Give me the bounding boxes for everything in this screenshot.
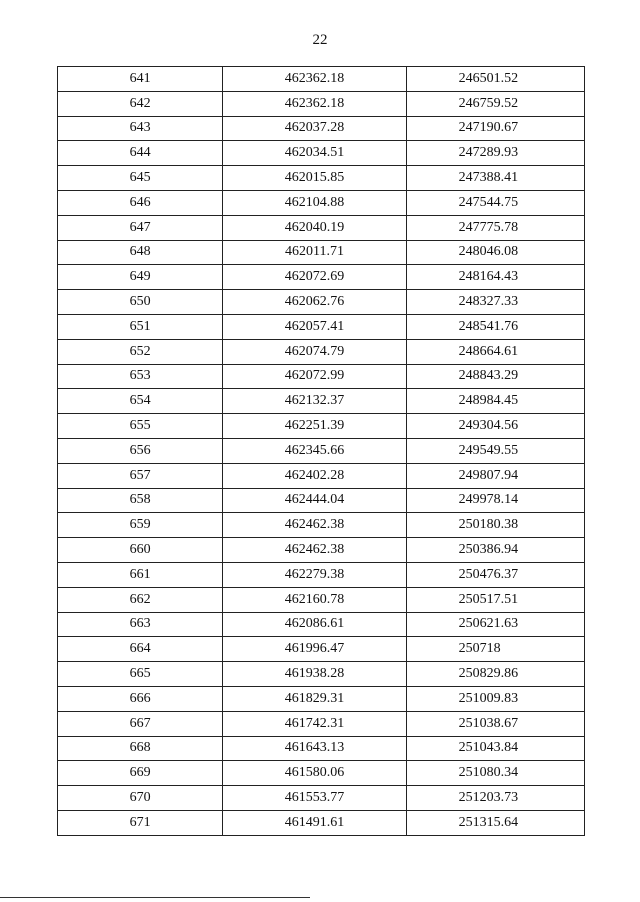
x-coordinate-cell: 462072.99 <box>223 364 406 389</box>
y-coordinate-cell: 246501.52 <box>406 67 584 92</box>
table-row <box>58 686 585 711</box>
point-number-cell: 648 <box>58 240 223 265</box>
y-coordinate-cell: 248327.33 <box>406 290 584 315</box>
table-row <box>58 414 585 439</box>
x-coordinate-cell: 462011.71 <box>223 240 406 265</box>
y-coordinate-cell: 248984.45 <box>406 389 584 414</box>
x-coordinate-cell: 462072.69 <box>223 265 406 290</box>
x-coordinate-cell: 462362.18 <box>223 67 406 92</box>
x-coordinate-cell: 462251.39 <box>223 414 406 439</box>
y-coordinate-cell: 249549.55 <box>406 438 584 463</box>
table-row <box>58 538 585 563</box>
x-coordinate-cell: 462086.61 <box>223 612 406 637</box>
y-coordinate-cell: 248664.61 <box>406 339 584 364</box>
y-coordinate-cell: 248843.29 <box>406 364 584 389</box>
y-coordinate-cell: 246759.52 <box>406 91 584 116</box>
footer-divider <box>0 897 310 898</box>
y-coordinate-cell: 250517.51 <box>406 587 584 612</box>
y-coordinate-cell: 247775.78 <box>406 215 584 240</box>
table-row <box>58 339 585 364</box>
table-row <box>58 463 585 488</box>
table-row <box>58 314 585 339</box>
point-number-cell: 659 <box>58 513 223 538</box>
table-row <box>58 141 585 166</box>
y-coordinate-cell: 250718 <box>406 637 584 662</box>
table-row <box>58 91 585 116</box>
point-number-cell: 654 <box>58 389 223 414</box>
table-row <box>58 761 585 786</box>
x-coordinate-cell: 461580.06 <box>223 761 406 786</box>
y-coordinate-cell: 247289.93 <box>406 141 584 166</box>
point-number-cell: 651 <box>58 314 223 339</box>
x-coordinate-cell: 462132.37 <box>223 389 406 414</box>
y-coordinate-cell: 249304.56 <box>406 414 584 439</box>
y-coordinate-cell: 251043.84 <box>406 736 584 761</box>
table-row <box>58 67 585 92</box>
point-number-cell: 666 <box>58 686 223 711</box>
table-row <box>58 562 585 587</box>
point-number-cell: 668 <box>58 736 223 761</box>
y-coordinate-cell: 251080.34 <box>406 761 584 786</box>
table-row <box>58 116 585 141</box>
point-number-cell: 641 <box>58 67 223 92</box>
x-coordinate-cell: 461829.31 <box>223 686 406 711</box>
x-coordinate-cell: 462057.41 <box>223 314 406 339</box>
point-number-cell: 658 <box>58 488 223 513</box>
y-coordinate-cell: 249978.14 <box>406 488 584 513</box>
x-coordinate-cell: 462462.38 <box>223 513 406 538</box>
coordinate-table <box>57 66 585 836</box>
y-coordinate-cell: 248046.08 <box>406 240 584 265</box>
y-coordinate-cell: 250621.63 <box>406 612 584 637</box>
table-row <box>58 438 585 463</box>
x-coordinate-cell: 462034.51 <box>223 141 406 166</box>
point-number-cell: 652 <box>58 339 223 364</box>
table-row <box>58 612 585 637</box>
coordinate-table-body <box>58 67 585 836</box>
y-coordinate-cell: 247544.75 <box>406 190 584 215</box>
point-number-cell: 664 <box>58 637 223 662</box>
x-coordinate-cell: 462402.28 <box>223 463 406 488</box>
y-coordinate-cell: 251203.73 <box>406 786 584 811</box>
point-number-cell: 642 <box>58 91 223 116</box>
x-coordinate-cell: 461996.47 <box>223 637 406 662</box>
table-row <box>58 810 585 835</box>
x-coordinate-cell: 461491.61 <box>223 810 406 835</box>
table-row <box>58 488 585 513</box>
table-row <box>58 711 585 736</box>
page-number: 22 <box>312 32 328 48</box>
y-coordinate-cell: 251009.83 <box>406 686 584 711</box>
y-coordinate-cell: 250829.86 <box>406 662 584 687</box>
y-coordinate-cell: 247388.41 <box>406 166 584 191</box>
table-row <box>58 215 585 240</box>
y-coordinate-cell: 251315.64 <box>406 810 584 835</box>
table-row <box>58 587 585 612</box>
point-number-cell: 671 <box>58 810 223 835</box>
x-coordinate-cell: 461643.13 <box>223 736 406 761</box>
point-number-cell: 670 <box>58 786 223 811</box>
table-row <box>58 637 585 662</box>
table-row <box>58 513 585 538</box>
x-coordinate-cell: 461742.31 <box>223 711 406 736</box>
point-number-cell: 655 <box>58 414 223 439</box>
point-number-cell: 657 <box>58 463 223 488</box>
point-number-cell: 649 <box>58 265 223 290</box>
x-coordinate-cell: 462040.19 <box>223 215 406 240</box>
x-coordinate-cell: 462345.66 <box>223 438 406 463</box>
table-row <box>58 166 585 191</box>
y-coordinate-cell: 250386.94 <box>406 538 584 563</box>
table-row <box>58 389 585 414</box>
x-coordinate-cell: 461553.77 <box>223 786 406 811</box>
x-coordinate-cell: 462160.78 <box>223 587 406 612</box>
point-number-cell: 665 <box>58 662 223 687</box>
y-coordinate-cell: 248541.76 <box>406 314 584 339</box>
point-number-cell: 661 <box>58 562 223 587</box>
y-coordinate-cell: 249807.94 <box>406 463 584 488</box>
x-coordinate-cell: 461938.28 <box>223 662 406 687</box>
table-row <box>58 290 585 315</box>
point-number-cell: 656 <box>58 438 223 463</box>
point-number-cell: 646 <box>58 190 223 215</box>
point-number-cell: 660 <box>58 538 223 563</box>
point-number-cell: 669 <box>58 761 223 786</box>
x-coordinate-cell: 462037.28 <box>223 116 406 141</box>
x-coordinate-cell: 462362.18 <box>223 91 406 116</box>
x-coordinate-cell: 462279.38 <box>223 562 406 587</box>
x-coordinate-cell: 462104.88 <box>223 190 406 215</box>
table-row <box>58 240 585 265</box>
table-row <box>58 786 585 811</box>
x-coordinate-cell: 462462.38 <box>223 538 406 563</box>
x-coordinate-cell: 462444.04 <box>223 488 406 513</box>
point-number-cell: 650 <box>58 290 223 315</box>
x-coordinate-cell: 462015.85 <box>223 166 406 191</box>
table-row <box>58 364 585 389</box>
point-number-cell: 643 <box>58 116 223 141</box>
point-number-cell: 653 <box>58 364 223 389</box>
table-row <box>58 190 585 215</box>
point-number-cell: 667 <box>58 711 223 736</box>
y-coordinate-cell: 250476.37 <box>406 562 584 587</box>
point-number-cell: 663 <box>58 612 223 637</box>
x-coordinate-cell: 462074.79 <box>223 339 406 364</box>
y-coordinate-cell: 248164.43 <box>406 265 584 290</box>
table-row <box>58 736 585 761</box>
y-coordinate-cell: 250180.38 <box>406 513 584 538</box>
y-coordinate-cell: 247190.67 <box>406 116 584 141</box>
point-number-cell: 662 <box>58 587 223 612</box>
point-number-cell: 644 <box>58 141 223 166</box>
point-number-cell: 647 <box>58 215 223 240</box>
table-row <box>58 265 585 290</box>
y-coordinate-cell: 251038.67 <box>406 711 584 736</box>
point-number-cell: 645 <box>58 166 223 191</box>
table-row <box>58 662 585 687</box>
x-coordinate-cell: 462062.76 <box>223 290 406 315</box>
